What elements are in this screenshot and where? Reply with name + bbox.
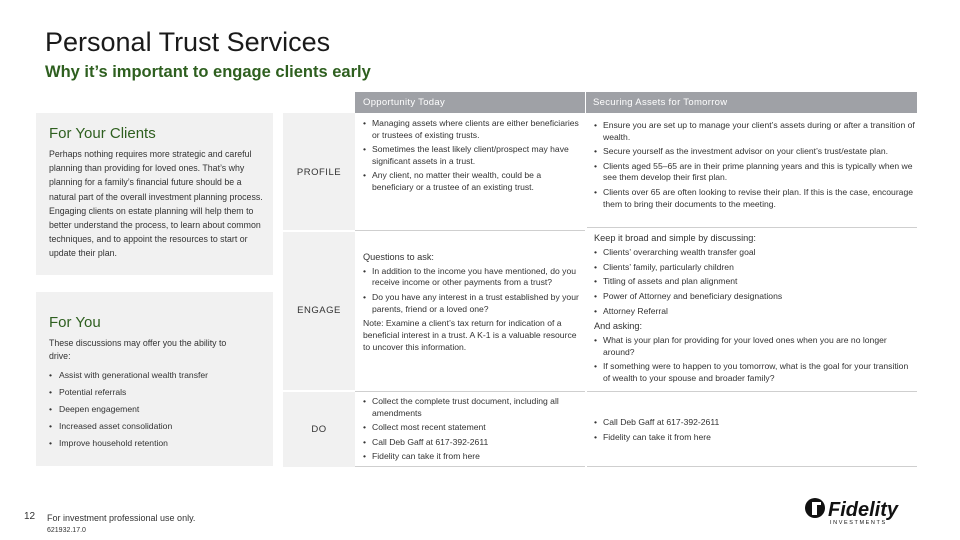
list-item: • Clients’ family, particularly children: [594, 262, 916, 274]
list-item: • Fidelity can take it from here: [363, 451, 579, 463]
and-asking-label: And asking:: [594, 321, 643, 332]
row-label-profile-cell: [283, 113, 355, 230]
logo-subtext: INVESTMENTS: [830, 520, 887, 526]
divider: [587, 391, 917, 392]
fidelity-logo: [804, 494, 926, 526]
for-you-intro: These discussions may offer you the ability to drive:: [49, 338, 227, 361]
list-item: • Do you have any interest in a trust established by your parents, friend or a loved one?: [363, 292, 579, 315]
for-your-clients-body: Perhaps nothing requires more strategic and careful planning than providing for loved ones. That’s why planning for a family’s financial future should be a natural part of the overall investment planning process. Engaging clients on estate planning will help them to better understand the process, to learn about common techniques, and to appoint the resources to start or update their plan.: [49, 149, 263, 259]
divider: [587, 466, 917, 467]
list-item: • Clients over 65 are often looking to revise their plan. If this is the case, encourage them to bring their documents to the meeting.: [594, 187, 916, 210]
list-item: • Call Deb Gaff at 617-392-2611: [594, 417, 916, 429]
list-item: • Potential referrals: [49, 386, 208, 403]
list-item: • Clients’ overarching wealth transfer goal: [594, 247, 916, 259]
list-item: • Any client, no matter their wealth, could be a beneficiary or a trustee of an existing trust.: [363, 170, 579, 193]
engage-tomorrow-cell: [594, 233, 916, 387]
page-subtitle: Why it’s important to engage clients early: [45, 63, 371, 81]
footer-note: For investment professional use only.: [47, 513, 196, 523]
list-item: • Assist with generational wealth transfer: [49, 369, 208, 386]
list-item: • Titling of assets and plan alignment: [594, 276, 916, 288]
list-item: • Managing assets where clients are either beneficiaries or trustees of existing trusts.: [363, 118, 579, 141]
list-item: • Attorney Referral: [594, 306, 916, 318]
for-you-panel: [36, 292, 273, 466]
list-item: • If something were to happen to you tomorrow, what is the goal for your transition of wealth to your spouse and broader family?: [594, 361, 916, 384]
list-item: • Ensure you are set up to manage your client’s assets during or after a transition of wealth.: [594, 120, 916, 143]
divider: [355, 230, 585, 231]
divider: [355, 391, 585, 392]
list-item: • Collect the complete trust document, including all amendments: [363, 396, 579, 419]
list-item: • In addition to the income you have mentioned, do you receive income or other payments from a trust?: [363, 266, 579, 289]
list-item: • Clients aged 55–65 are in their prime planning years and this is typically when we see them develop their first plan.: [594, 161, 916, 184]
list-item: • Deepen engagement: [49, 403, 208, 420]
document-code: 621932.17.0: [47, 527, 86, 534]
for-your-clients-panel: [36, 113, 273, 275]
row-label-engage-cell: [283, 232, 355, 390]
list-item: • Collect most recent statement: [363, 422, 579, 434]
list-item: • Sometimes the least likely client/prospect may have significant assets in a trust.: [363, 144, 579, 167]
row-label-do-cell: [283, 392, 355, 467]
header-opportunity-today: Opportunity Today: [363, 97, 446, 108]
engage-note: Note: Examine a client’s tax return for indication of a beneficial interest in a trust. A K-1 is a valuable resource to uncover this information.: [363, 318, 577, 352]
list-item: • Secure yourself as the investment advisor on your client’s trust/estate plan.: [594, 146, 916, 158]
list-item: • Power of Attorney and beneficiary designations: [594, 291, 916, 303]
profile-today-cell: [363, 118, 579, 197]
page-number: 12: [24, 511, 36, 522]
list-item: • Fidelity can take it from here: [594, 432, 916, 444]
for-you-list: [49, 369, 208, 454]
questions-to-ask-label: Questions to ask:: [363, 252, 434, 262]
for-you-heading: For You: [49, 314, 101, 331]
fidelity-mark-icon: [805, 498, 825, 518]
divider: [587, 227, 917, 228]
divider: [355, 466, 585, 467]
list-item: • Call Deb Gaff at 617-392-2611: [363, 437, 579, 449]
engage-today-cell: [363, 252, 579, 355]
header-securing-assets: Securing Assets for Tomorrow: [593, 97, 728, 108]
do-tomorrow-cell: [594, 417, 916, 446]
list-item: • Improve household retention: [49, 437, 208, 454]
profile-tomorrow-cell: [594, 120, 916, 213]
do-today-cell: [363, 396, 579, 466]
keep-it-broad-label: Keep it broad and simple by discussing:: [594, 233, 756, 243]
table-header: [355, 92, 917, 113]
row-label-do: DO: [311, 424, 327, 435]
header-divider: [585, 92, 586, 113]
logo-wordmark: Fidelity: [828, 499, 899, 521]
page-title: Personal Trust Services: [45, 27, 331, 57]
for-your-clients-heading: For Your Clients: [49, 125, 156, 142]
list-item: • What is your plan for providing for your loved ones when you are no longer around?: [594, 335, 916, 358]
row-label-profile: PROFILE: [296, 167, 342, 178]
list-item: • Increased asset consolidation: [49, 420, 208, 437]
row-label-engage: ENGAGE: [297, 305, 341, 316]
